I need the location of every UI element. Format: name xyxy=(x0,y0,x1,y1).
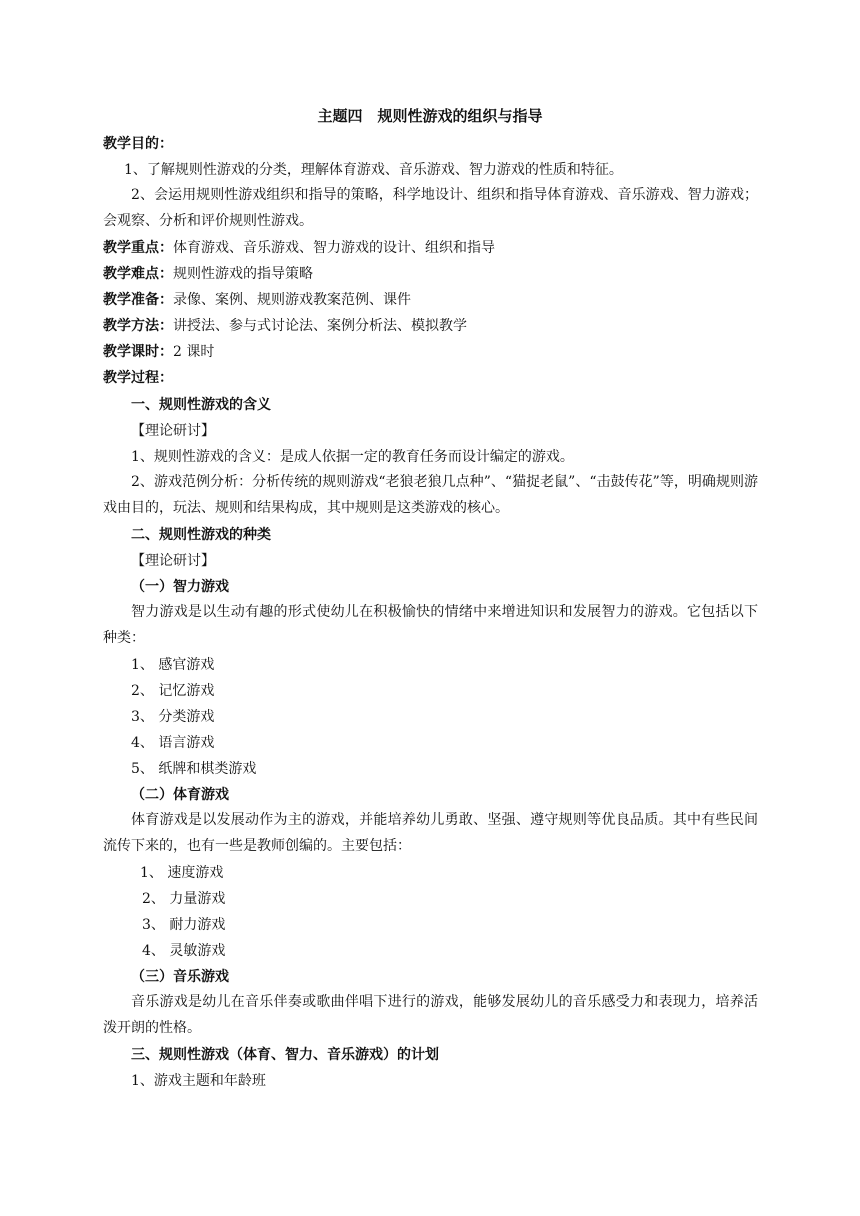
section1-paragraph-2: 2、游戏范例分析：分析传统的规则游戏“老狼老狼几点种”、“猫捉老鼠”、“击鼓传花”等，明确规则游戏由目的，玩法、规则和结果构成，其中规则是这类游戏的核心。 xyxy=(103,474,758,516)
sub2-description: 体育游戏是以发展动作为主的游戏，并能培养幼儿勇敢、坚强、遵守规则等优良品质。其中有些民间流传下来的，也有一些是教师创编的。主要包括： xyxy=(103,812,758,854)
methods-text: 讲授法、参与式讨论法、案例分析法、模拟教学 xyxy=(173,318,467,334)
sub2-item: 1、 速度游戏 xyxy=(140,865,224,881)
difficulty-text: 规则性游戏的指导策略 xyxy=(173,266,313,282)
sub1-description: 智力游戏是以生动有趣的形式使幼儿在积极愉快的情绪中来增进知识和发展智力的游戏。它包括以下种类： xyxy=(103,604,758,646)
section1-heading: 一、规则性游戏的含义 xyxy=(131,397,271,413)
hours-row xyxy=(103,343,214,361)
sub1-item: 1、 感官游戏 xyxy=(131,657,215,673)
section3-paragraph-1: 1、游戏主题和年龄班 xyxy=(131,1073,266,1089)
section1-tag: 【理论研讨】 xyxy=(131,423,215,439)
focus-text: 体育游戏、音乐游戏、智力游戏的设计、组织和指导 xyxy=(173,240,495,256)
difficulty-row xyxy=(103,265,313,283)
hours-label: 教学课时： xyxy=(103,344,173,360)
sub2-item: 2、 力量游戏 xyxy=(142,891,226,907)
sub3-description: 音乐游戏是幼儿在音乐伴奏或歌曲伴唱下进行的游戏，能够发展幼儿的音乐感受力和表现力，培养活泼开朗的性格。 xyxy=(103,994,758,1036)
focus-label: 教学重点： xyxy=(103,240,173,256)
methods-label: 教学方法： xyxy=(103,318,173,334)
sub2-item: 3、 耐力游戏 xyxy=(142,917,226,933)
hours-text: 2 课时 xyxy=(173,344,215,360)
preparation-text: 录像、案例、规则游戏教案范例、课件 xyxy=(173,292,411,308)
page-title: 主题四 规则性游戏的组织与指导 xyxy=(317,107,543,125)
objective-item-2: 2、会运用规则性游戏组织和指导的策略，科学地设计、组织和指导体育游戏、音乐游戏、智力游戏；会观察、分析和评价规则性游戏。 xyxy=(103,187,758,229)
sub1-item: 3、 分类游戏 xyxy=(131,709,215,725)
methods-row xyxy=(103,317,467,335)
section2-tag: 【理论研讨】 xyxy=(131,553,215,569)
section3-heading: 三、规则性游戏（体育、智力、音乐游戏）的计划 xyxy=(131,1047,439,1063)
sub2-heading: （二）体育游戏 xyxy=(131,787,229,803)
objective-item-1: 1、了解规则性游戏的分类，理解体育游戏、音乐游戏、智力游戏的性质和特征。 xyxy=(124,162,623,178)
objectives-label: 教学目的： xyxy=(103,136,173,152)
focus-row xyxy=(103,239,495,257)
process-label: 教学过程： xyxy=(103,370,173,386)
sub1-item: 2、 记忆游戏 xyxy=(131,683,215,699)
sub3-heading: （三）音乐游戏 xyxy=(131,969,229,985)
preparation-label: 教学准备： xyxy=(103,292,173,308)
sub1-item: 5、 纸牌和棋类游戏 xyxy=(131,761,257,777)
sub1-item: 4、 语言游戏 xyxy=(131,735,215,751)
sub2-item: 4、 灵敏游戏 xyxy=(142,943,226,959)
difficulty-label: 教学难点： xyxy=(103,266,173,282)
preparation-row xyxy=(103,291,411,309)
section2-heading: 二、规则性游戏的种类 xyxy=(131,527,271,543)
section1-paragraph-1: 1、规则性游戏的含义：是成人依据一定的教育任务而设计编定的游戏。 xyxy=(131,449,574,465)
sub1-heading: （一）智力游戏 xyxy=(131,579,229,595)
